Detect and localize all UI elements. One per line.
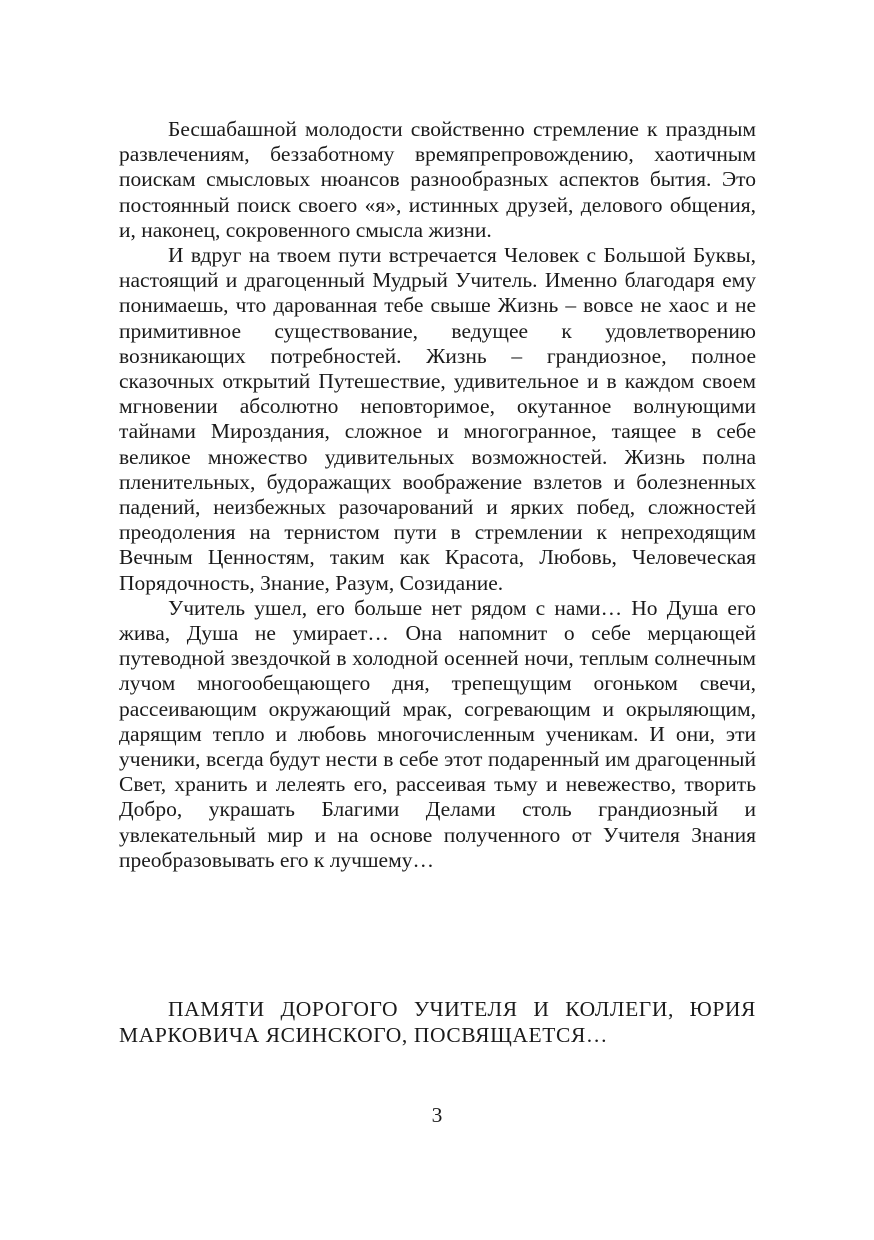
paragraph-teacher-meeting: И вдруг на твоем пути встречается Человек с Большой Буквы, настоящий и драгоценный Мудрый Учитель. Именно благодаря ему понимаешь, что дарованная тебе свыше Жизнь – вовсе не хаос и не примитивное существование, ведущее к удовлетворению возникающих потребностей. Жизнь – грандиозное, полное сказочных открытий Путешествие, удивительное и в каждом своем мгновении абсолютно неповторимое, окутанное волнующими тайнами Мироздания, сложное и многогранное, таящее в себе великое множество удивительных возможностей. Жизнь полна пленительных, будоражащих воображение взлетов и болезненных падений, неизбежных разочарований и ярких побед, сложностей преодоления на тернистом пути в стремлении к непреходящим Вечным Ценностям, таким как Красота, Любовь, Человеческая Порядочность, Знание, Разум, Созидание. bbox=[119, 243, 756, 595]
paragraph-teacher-legacy: Учитель ушел, его больше нет рядом с нами… Но Душа его жива, Душа не умирает… Она напомнит о себе мерцающей путеводной звездочкой в холодной осенней ночи, теплым солнечным лучом многообещающего дня, трепещущим огоньком свечи, рассеивающим окружающий мрак, согревающим и окрыляющим, дарящим тепло и любовь многочисленным ученикам. И они, эти ученики, всегда будут нести в себе этот подаренный им драгоценный Свет, хранить и лелеять его, рассеивая тьму и невежество, творить Добро, украшать Благими Делами столь грандиозный и увлекательный мир и на основе полученного от Учителя Знания преобразовывать его к лучшему… bbox=[119, 595, 756, 872]
body-text bbox=[119, 117, 756, 873]
paragraph-youth: Бесшабашной молодости свойственно стремление к праздным развлечениям, беззаботному времяпрепровождению, хаотичным поискам смысловых нюансов разнообразных аспектов бытия. Это постоянный поиск своего «я», истинных друзей, делового общения, и, наконец, сокровенного смысла жизни. bbox=[119, 117, 756, 242]
page-number: 3 bbox=[431, 1103, 443, 1127]
dedication: ПАМЯТИ ДОРОГОГО УЧИТЕЛЯ И КОЛЛЕГИ, ЮРИЯ МАРКОВИЧА ЯСИНСКОГО, ПОСВЯЩАЕТСЯ… bbox=[119, 997, 756, 1047]
